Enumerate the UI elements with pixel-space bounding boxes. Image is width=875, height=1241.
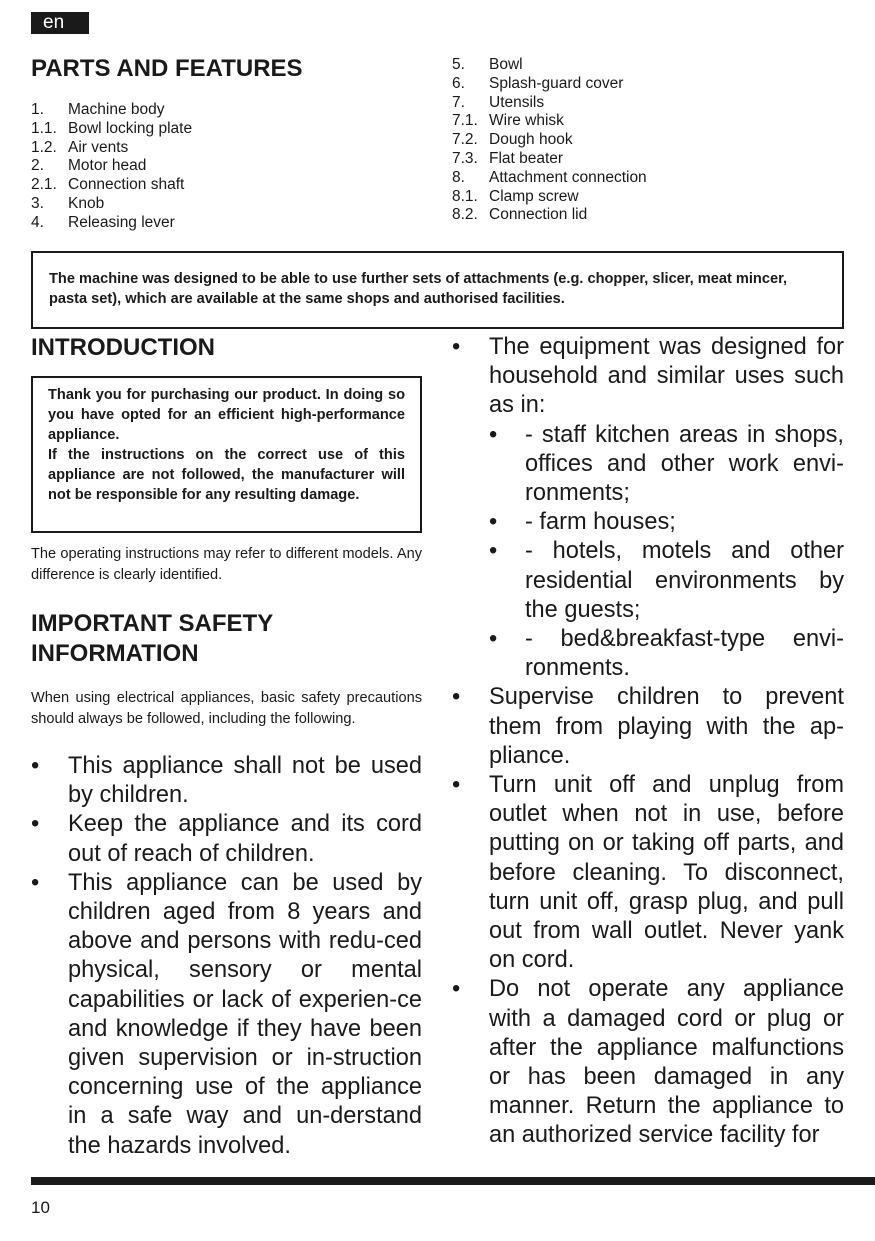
part-label: Wire whisk	[489, 112, 564, 130]
footer-rule	[31, 1177, 875, 1185]
part-label: Air vents	[68, 138, 129, 156]
safety-item: • This appliance can be used by children aged from 8 years and above and persons with redu-ced physical, sensory or mental capabilities or lack of experien-ce and knowledge if they have been given supervision or in-struction concerning use of the appliance in a safe way and un-derstand the hazards involved.	[31, 869, 422, 1161]
introduction-box	[31, 376, 422, 533]
part-number: 1.	[31, 101, 44, 118]
safety-intro-text: When using electrical appliances, basic safety precautions should always be followed, including the following.	[31, 690, 422, 727]
part-label: Connection shaft	[68, 176, 185, 194]
part-number: 7.3.	[452, 149, 478, 167]
uses-subitem: • - hotels, motels and other residential environments by the guests;	[489, 537, 844, 625]
uses-subitem: • - farm houses;	[489, 508, 844, 537]
intro-text: The operating instructions may refer to different models. Any difference is clearly identified.	[31, 546, 422, 583]
part-label: Releasing lever	[68, 213, 175, 231]
language-tag: en	[31, 12, 89, 34]
intro-box-paragraph-1: Thank you for purchasing our product. In doing so you have opted for an efficient high-performance appliance.	[48, 387, 405, 443]
parts-list-item	[31, 157, 411, 176]
page-number: 10	[31, 1198, 50, 1217]
parts-list-item	[452, 75, 842, 94]
part-label: Bowl locking plate	[68, 119, 193, 137]
safety-item: • This appliance shall not be used by children.	[31, 752, 422, 810]
safety-item: • Supervise children to prevent them from playing with the ap-pliance.	[452, 683, 844, 771]
safety-heading: IMPORTANT SAFETY INFORMATION	[31, 610, 273, 667]
part-label: Splash-guard cover	[489, 74, 624, 92]
parts-list-item	[31, 176, 411, 195]
parts-list-item	[31, 101, 411, 120]
part-label: Attachment connection	[489, 168, 647, 186]
parts-list-item	[452, 131, 842, 150]
safety-list-left	[31, 752, 422, 1161]
part-label: Bowl	[489, 56, 523, 73]
parts-list-item	[31, 195, 411, 214]
parts-list-item	[452, 112, 842, 131]
part-label: Flat beater	[489, 149, 564, 167]
parts-list-item	[452, 169, 842, 188]
part-label: Machine body	[68, 101, 165, 118]
part-number: 2.1.	[31, 176, 57, 194]
safety-item	[452, 333, 844, 683]
parts-list-left	[31, 101, 411, 233]
part-number: 4.	[31, 213, 44, 231]
introduction-heading: INTRODUCTION	[31, 334, 215, 361]
part-label: Clamp screw	[489, 187, 579, 205]
part-number: 5.	[452, 56, 465, 73]
part-label: Connection lid	[489, 206, 588, 224]
parts-list-item	[31, 120, 411, 139]
parts-list-item	[452, 206, 842, 225]
uses-sublist	[489, 421, 844, 684]
parts-list-item	[452, 56, 842, 75]
intro-box-paragraph-2: If the instructions on the correct use of this appliance are not followed, the manufacturer will not be responsible for any resulting damage.	[48, 447, 405, 503]
attachments-notice: The machine was designed to be able to use further sets of attachments (e.g. chopper, slicer, meat mincer, pasta set), which are available at the same shops and authorised facilities.	[31, 251, 844, 329]
part-label: Utensils	[489, 93, 545, 111]
uses-subitem: • - bed&breakfast-type envi-ronments.	[489, 625, 844, 683]
part-number: 8.2.	[452, 206, 478, 224]
parts-list-item	[452, 94, 842, 113]
part-number: 1.2.	[31, 138, 57, 156]
part-label: Motor head	[68, 157, 147, 175]
safety-list-right	[452, 333, 844, 1151]
parts-list-item	[31, 214, 411, 233]
parts-list-item	[452, 150, 842, 169]
safety-item: • Do not operate any appliance with a damaged cord or plug or after the appliance malfunctions or has been damaged in any manner. Return the appliance to an authorized service facility for	[452, 975, 844, 1150]
uses-subitem: • - staff kitchen areas in shops, offices and other work envi-ronments;	[489, 421, 844, 509]
part-number: 1.1.	[31, 119, 57, 137]
part-number: 2.	[31, 157, 44, 175]
part-number: 8.	[452, 168, 465, 186]
part-number: 7.	[452, 93, 465, 111]
part-number: 8.1.	[452, 187, 478, 205]
part-number: 7.1.	[452, 112, 478, 130]
part-number: 7.2.	[452, 131, 478, 149]
parts-heading: PARTS AND FEATURES	[31, 55, 303, 82]
parts-list-right	[452, 56, 842, 225]
part-number: 3.	[31, 194, 44, 212]
part-label: Knob	[68, 194, 105, 212]
parts-list-item	[452, 188, 842, 207]
safety-item: • Turn unit off and unplug from outlet when not in use, before putting on or taking off parts, and before cleaning. To disconnect, turn unit off, grasp plug, and pull out from wall outlet. Never yank on cord.	[452, 771, 844, 975]
part-label: Dough hook	[489, 131, 573, 149]
part-number: 6.	[452, 74, 465, 92]
parts-list-item	[31, 139, 411, 158]
safety-item: • Keep the appliance and its cord out of reach of children.	[31, 810, 422, 868]
safety-item-text: The equipment was designed for household and similar uses such as in:	[489, 334, 844, 419]
